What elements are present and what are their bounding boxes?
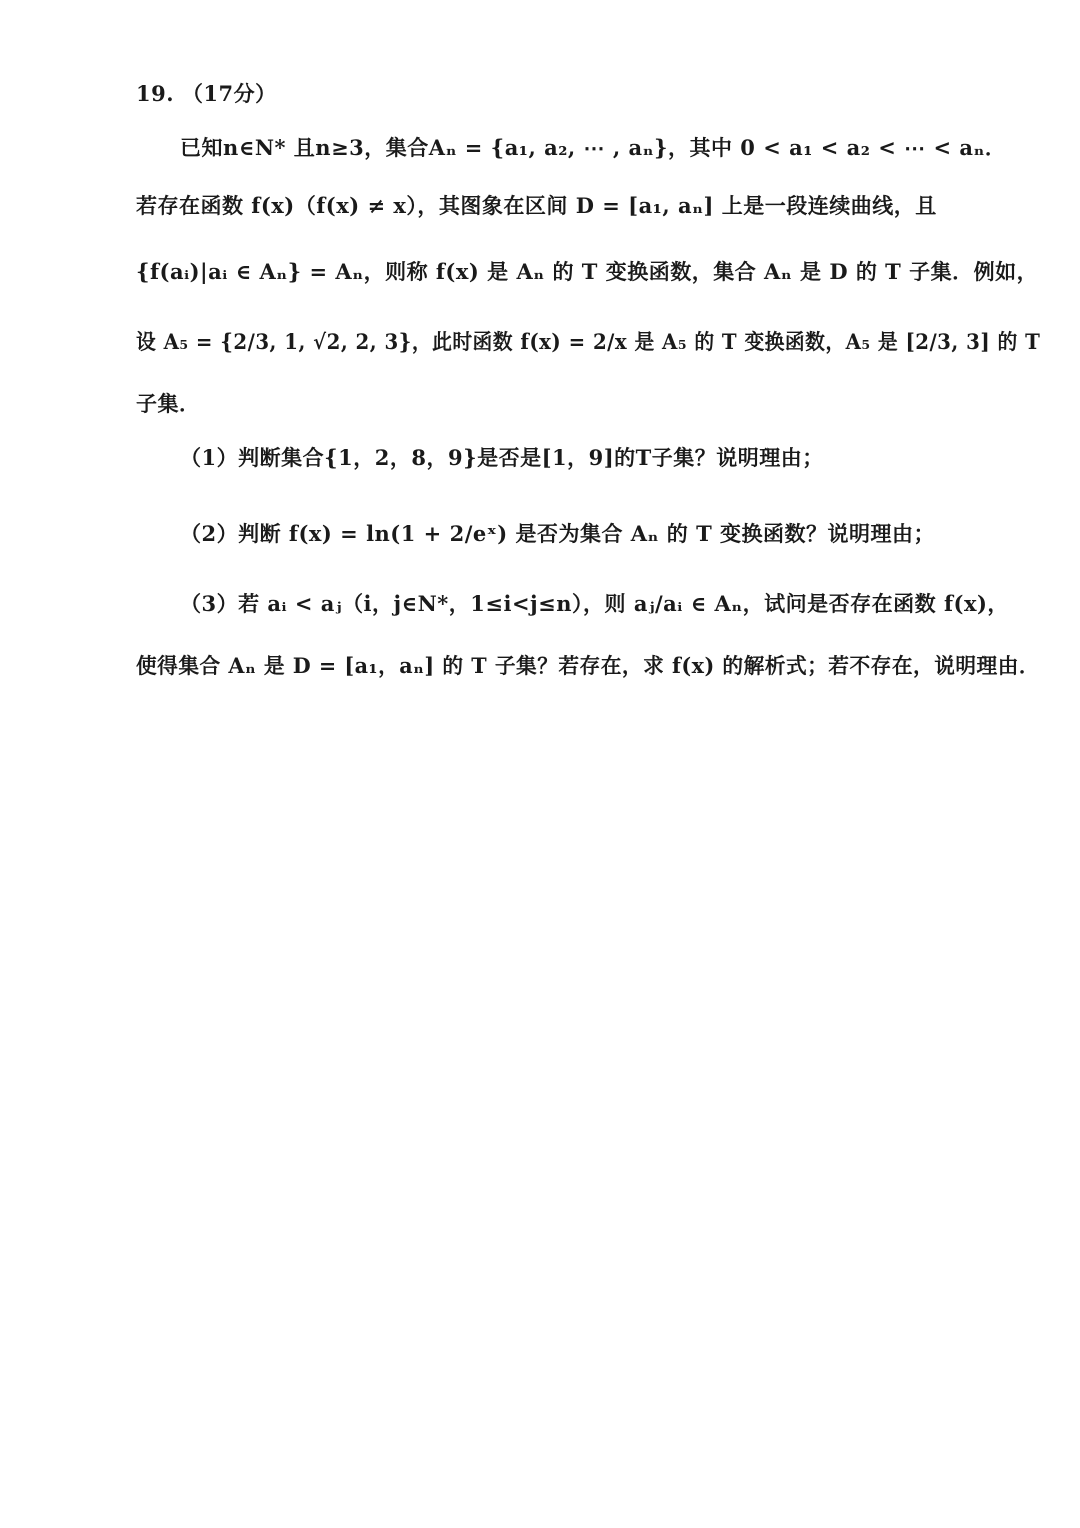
para-line-3: {f(aᵢ)|aᵢ ∈ Aₙ} = Aₙ，则称 f(x) 是 Aₙ 的 T 变换函数，集合 Aₙ 是 D 的 T 子集．例如， [136, 259, 1039, 284]
question-3-line-1: （3）若 aᵢ < aⱼ（i，j∈N*，1≤i<j≤n），则 aⱼ/aᵢ ∈ Aₙ，试问是否存在函数 f(x)， [180, 591, 1009, 616]
question-1: （1）判断集合{1，2，8，9}是否是[1，9]的T子集？说明理由； [180, 445, 824, 470]
para-line-4: 设 A₅ = {2/3, 1, √2, 2, 3}，此时函数 f(x) = 2/x 是 A₅ 的 T 变换函数，A₅ 是 [2/3, 3] 的 T [136, 329, 1041, 354]
question-3-line-2: 使得集合 Aₙ 是 D = [a₁，aₙ] 的 T 子集？若存在，求 f(x) 的解析式；若不存在，说明理由． [136, 653, 1041, 678]
question-number-header: 19. （17分） [136, 81, 277, 106]
question-2: （2）判断 f(x) = ln(1 + 2/eˣ) 是否为集合 Aₙ 的 T 变换函数？说明理由； [180, 521, 936, 546]
para-line-2: 若存在函数 f(x)（f(x) ≠ x），其图象在区间 D = [a₁, aₙ] 上是一段连续曲线，且 [136, 193, 937, 218]
para-line-5: 子集． [136, 391, 201, 416]
para-line-1: 已知n∈N* 且n≥3，集合Aₙ = {a₁, a₂, ⋯ , aₙ}，其中 0 < a₁ < a₂ < ⋯ < aₙ． [180, 135, 1007, 160]
